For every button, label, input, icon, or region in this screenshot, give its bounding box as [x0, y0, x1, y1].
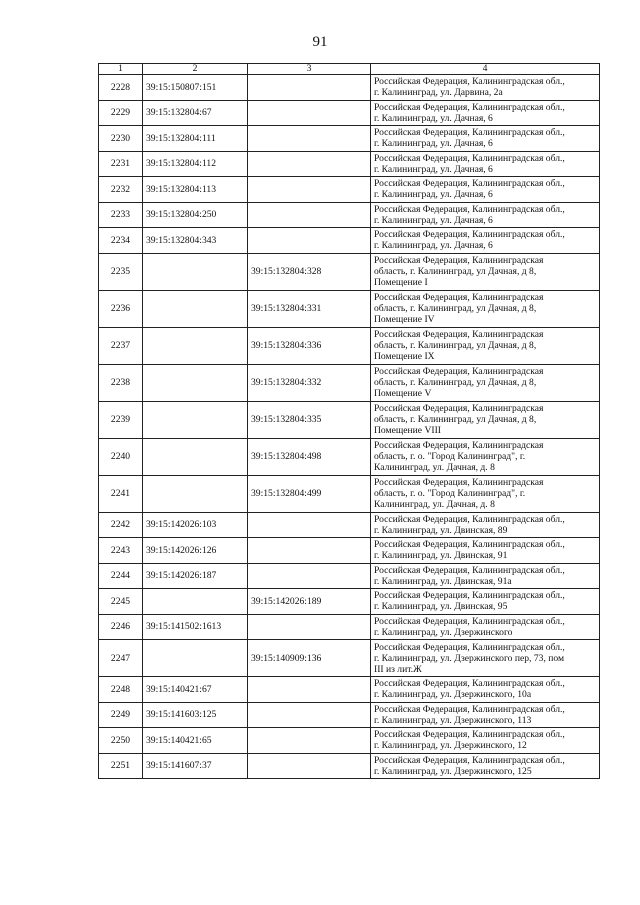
table-row [99, 728, 600, 754]
table-row [99, 512, 600, 538]
address-line: Российская Федерация, Калининградская обл., [374, 203, 565, 215]
address-line: Российская Федерация, Калининградская обл., [374, 678, 565, 690]
table-row [99, 364, 600, 401]
table-row [99, 438, 600, 475]
table-row [99, 475, 600, 512]
address-cell [371, 100, 600, 126]
cadastral-number-object [248, 753, 371, 779]
address-line: г. Калининград, ул. Дзержинского, 125 [374, 765, 532, 777]
cadastral-number-object: 39:15:132804:336 [248, 327, 371, 364]
address-line: г. Калининград, ул. Дачная, 6 [374, 112, 493, 124]
address-line: Российская Федерация, Калининградская [374, 292, 544, 303]
address-line: область, г. Калининград, ул Дачная, д 8, [374, 377, 537, 388]
address-cell [371, 253, 600, 290]
address-cell [371, 753, 600, 779]
cadastral-number-object: 39:15:132804:328 [248, 253, 371, 290]
address-cell [371, 75, 600, 101]
address-cell [371, 126, 600, 152]
address-line: область, г. Калининград, ул Дачная, д 8, [374, 266, 537, 277]
cadastral-number-land: 39:15:141603:125 [143, 702, 248, 728]
address-cell [371, 438, 600, 475]
cadastral-number-object [248, 177, 371, 203]
address-line: г. Калининград, ул. Дзержинского [374, 626, 513, 638]
cadastral-number-object: 39:15:132804:498 [248, 438, 371, 475]
column-header-3: 3 [248, 64, 371, 75]
cadastral-number-land: 39:15:132804:111 [143, 126, 248, 152]
address-line: г. Калининград, ул. Двинская, 91а [374, 575, 512, 587]
cadastral-number-object [248, 228, 371, 254]
table-row [99, 538, 600, 564]
row-number: 2234 [99, 228, 143, 254]
cadastral-number-land: 39:15:132804:250 [143, 202, 248, 228]
address-cell [371, 702, 600, 728]
row-number: 2228 [99, 75, 143, 101]
address-line: Российская Федерация, Калининградская обл., [374, 76, 565, 88]
address-line: г. Калининград, ул. Дзержинского, 113 [374, 714, 532, 726]
cadastral-number-land [143, 475, 248, 512]
table-row [99, 151, 600, 177]
row-number: 2248 [99, 677, 143, 703]
address-cell [371, 538, 600, 564]
address-cell [371, 728, 600, 754]
address-cell [371, 401, 600, 438]
registry-table [98, 63, 600, 779]
address-line: г. Калининград, ул. Дачная, 6 [374, 214, 493, 226]
table-row [99, 753, 600, 779]
address-line: область, г. Калининград, ул Дачная, д 8, [374, 303, 537, 314]
cadastral-number-object [248, 151, 371, 177]
address-line: Российская Федерация, Калининградская обл., [374, 564, 565, 576]
row-number: 2238 [99, 364, 143, 401]
column-header-1: 1 [99, 64, 143, 75]
cadastral-number-land: 39:15:132804:112 [143, 151, 248, 177]
cadastral-number-land [143, 290, 248, 327]
address-line: область, г. Калининград, ул Дачная, д 8, [374, 414, 537, 425]
address-line: г. Калининград, ул. Двинская, 95 [374, 601, 508, 613]
address-line: Российская Федерация, Калининградская обл., [374, 152, 565, 164]
row-number: 2247 [99, 640, 143, 677]
cadastral-number-object [248, 100, 371, 126]
row-number: 2240 [99, 438, 143, 475]
cadastral-number-land [143, 589, 248, 615]
address-cell [371, 364, 600, 401]
table-row [99, 253, 600, 290]
table-row [99, 126, 600, 152]
address-cell [371, 475, 600, 512]
address-cell [371, 589, 600, 615]
row-number: 2242 [99, 512, 143, 538]
address-line: г. Калининград, ул. Двинская, 91 [374, 550, 508, 562]
address-line: III из лит.Ж [374, 663, 422, 675]
table-row [99, 702, 600, 728]
cadastral-number-object: 39:15:132804:332 [248, 364, 371, 401]
table-row [99, 177, 600, 203]
row-number: 2233 [99, 202, 143, 228]
row-number: 2241 [99, 475, 143, 512]
column-header-4: 4 [371, 64, 600, 75]
row-number: 2229 [99, 100, 143, 126]
cadastral-number-object [248, 202, 371, 228]
table-row [99, 589, 600, 615]
cadastral-number-land: 39:15:141607:37 [143, 753, 248, 779]
cadastral-number-land: 39:15:142026:187 [143, 563, 248, 589]
address-line: область, г. о. "Город Калининград", г. [374, 451, 526, 462]
row-number: 2237 [99, 327, 143, 364]
address-line: Помещение VIII [374, 425, 441, 436]
cadastral-number-land: 39:15:142026:103 [143, 512, 248, 538]
address-line: Российская Федерация, Калининградская обл., [374, 615, 565, 627]
address-line: Российская Федерация, Калининградская обл., [374, 729, 565, 741]
cadastral-number-land: 39:15:140421:65 [143, 728, 248, 754]
address-line: г. Калининград, ул. Дачная, 6 [374, 138, 493, 150]
address-cell [371, 614, 600, 640]
cadastral-number-land [143, 640, 248, 677]
cadastral-number-object: 39:15:140909:136 [248, 640, 371, 677]
cadastral-number-object [248, 614, 371, 640]
table-row [99, 202, 600, 228]
cadastral-number-land [143, 253, 248, 290]
cadastral-number-object [248, 126, 371, 152]
cadastral-number-object [248, 728, 371, 754]
address-line: Российская Федерация, Калининградская [374, 403, 544, 414]
address-line: область, г. Калининград, ул Дачная, д 8, [374, 340, 537, 351]
address-line: Российская Федерация, Калининградская обл., [374, 229, 565, 241]
table-row [99, 401, 600, 438]
address-line: область, г. о. "Город Калининград", г. [374, 488, 526, 499]
address-cell [371, 563, 600, 589]
address-line: Помещение IX [374, 351, 435, 362]
address-line: Российская Федерация, Калининградская обл., [374, 127, 565, 139]
address-line: Помещение V [374, 388, 432, 399]
address-cell [371, 677, 600, 703]
address-cell [371, 177, 600, 203]
address-line: Российская Федерация, Калининградская обл., [374, 703, 565, 715]
row-number: 2231 [99, 151, 143, 177]
address-line: Российская Федерация, Калининградская [374, 329, 544, 340]
address-line: Российская Федерация, Калининградская [374, 440, 544, 451]
table-row [99, 290, 600, 327]
cadastral-number-object [248, 512, 371, 538]
cadastral-number-land: 39:15:132804:113 [143, 177, 248, 203]
row-number: 2251 [99, 753, 143, 779]
table-header-row [99, 64, 600, 75]
address-line: г. Калининград, ул. Двинская, 89 [374, 524, 508, 536]
cadastral-number-land [143, 364, 248, 401]
address-line: г. Калининград, ул. Дарвина, 2а [374, 87, 503, 99]
page-number: 91 [312, 34, 328, 50]
cadastral-number-object [248, 538, 371, 564]
address-line: Российская Федерация, Калининградская обл., [374, 641, 565, 653]
row-number: 2235 [99, 253, 143, 290]
column-header-2: 2 [143, 64, 248, 75]
cadastral-number-object [248, 702, 371, 728]
address-line: Российская Федерация, Калининградская [374, 255, 544, 266]
cadastral-number-object [248, 677, 371, 703]
row-number: 2249 [99, 702, 143, 728]
address-line: Калининград, ул. Дачная, д. 8 [374, 462, 495, 473]
row-number: 2250 [99, 728, 143, 754]
address-line: Российская Федерация, Калининградская обл., [374, 101, 565, 113]
row-number: 2244 [99, 563, 143, 589]
table-row [99, 327, 600, 364]
table-row [99, 75, 600, 101]
address-cell [371, 512, 600, 538]
row-number: 2243 [99, 538, 143, 564]
cadastral-number-land: 39:15:140421:67 [143, 677, 248, 703]
address-cell [371, 290, 600, 327]
cadastral-number-land [143, 327, 248, 364]
cadastral-number-land [143, 401, 248, 438]
row-number: 2230 [99, 126, 143, 152]
address-cell [371, 640, 600, 677]
cadastral-number-land: 39:15:132804:67 [143, 100, 248, 126]
table-row [99, 614, 600, 640]
table-row [99, 228, 600, 254]
cadastral-number-land: 39:15:150807:151 [143, 75, 248, 101]
address-line: Российская Федерация, Калининградская обл., [374, 754, 565, 766]
table-row [99, 563, 600, 589]
address-line: Российская Федерация, Калининградская обл., [374, 178, 565, 190]
row-number: 2236 [99, 290, 143, 327]
address-line: г. Калининград, ул. Дзержинского, 10а [374, 689, 532, 701]
address-cell [371, 228, 600, 254]
address-cell [371, 151, 600, 177]
cadastral-number-land: 39:15:142026:126 [143, 538, 248, 564]
address-line: Помещение IV [374, 314, 435, 325]
address-line: Российская Федерация, Калининградская обл., [374, 590, 565, 602]
table-row [99, 640, 600, 677]
table-body [99, 75, 600, 779]
address-line: Российская Федерация, Калининградская обл., [374, 539, 565, 551]
address-line: Российская Федерация, Калининградская обл., [374, 513, 565, 525]
cadastral-number-object: 39:15:132804:335 [248, 401, 371, 438]
cadastral-number-object: 39:15:142026:189 [248, 589, 371, 615]
address-line: г. Калининград, ул. Дзержинского пер, 73, пом [374, 652, 565, 664]
address-line: г. Калининград, ул. Дачная, 6 [374, 240, 493, 252]
address-line: Российская Федерация, Калининградская [374, 477, 544, 488]
cadastral-number-land: 39:15:141502:1613 [143, 614, 248, 640]
address-line: Российская Федерация, Калининградская [374, 366, 544, 377]
cadastral-number-object: 39:15:132804:499 [248, 475, 371, 512]
cadastral-number-object: 39:15:132804:331 [248, 290, 371, 327]
cadastral-number-land: 39:15:132804:343 [143, 228, 248, 254]
address-cell [371, 202, 600, 228]
address-line: г. Калининград, ул. Дачная, 6 [374, 163, 493, 175]
row-number: 2239 [99, 401, 143, 438]
cadastral-number-object [248, 75, 371, 101]
row-number: 2232 [99, 177, 143, 203]
cadastral-number-object [248, 563, 371, 589]
row-number: 2246 [99, 614, 143, 640]
cadastral-number-land [143, 438, 248, 475]
address-line: г. Калининград, ул. Дачная, 6 [374, 189, 493, 201]
row-number: 2245 [99, 589, 143, 615]
address-cell [371, 327, 600, 364]
address-line: г. Калининград, ул. Дзержинского, 12 [374, 740, 527, 752]
address-line: Помещение I [374, 277, 428, 288]
table-row [99, 677, 600, 703]
address-line: Калининград, ул. Дачная, д. 8 [374, 499, 495, 510]
table-row [99, 100, 600, 126]
